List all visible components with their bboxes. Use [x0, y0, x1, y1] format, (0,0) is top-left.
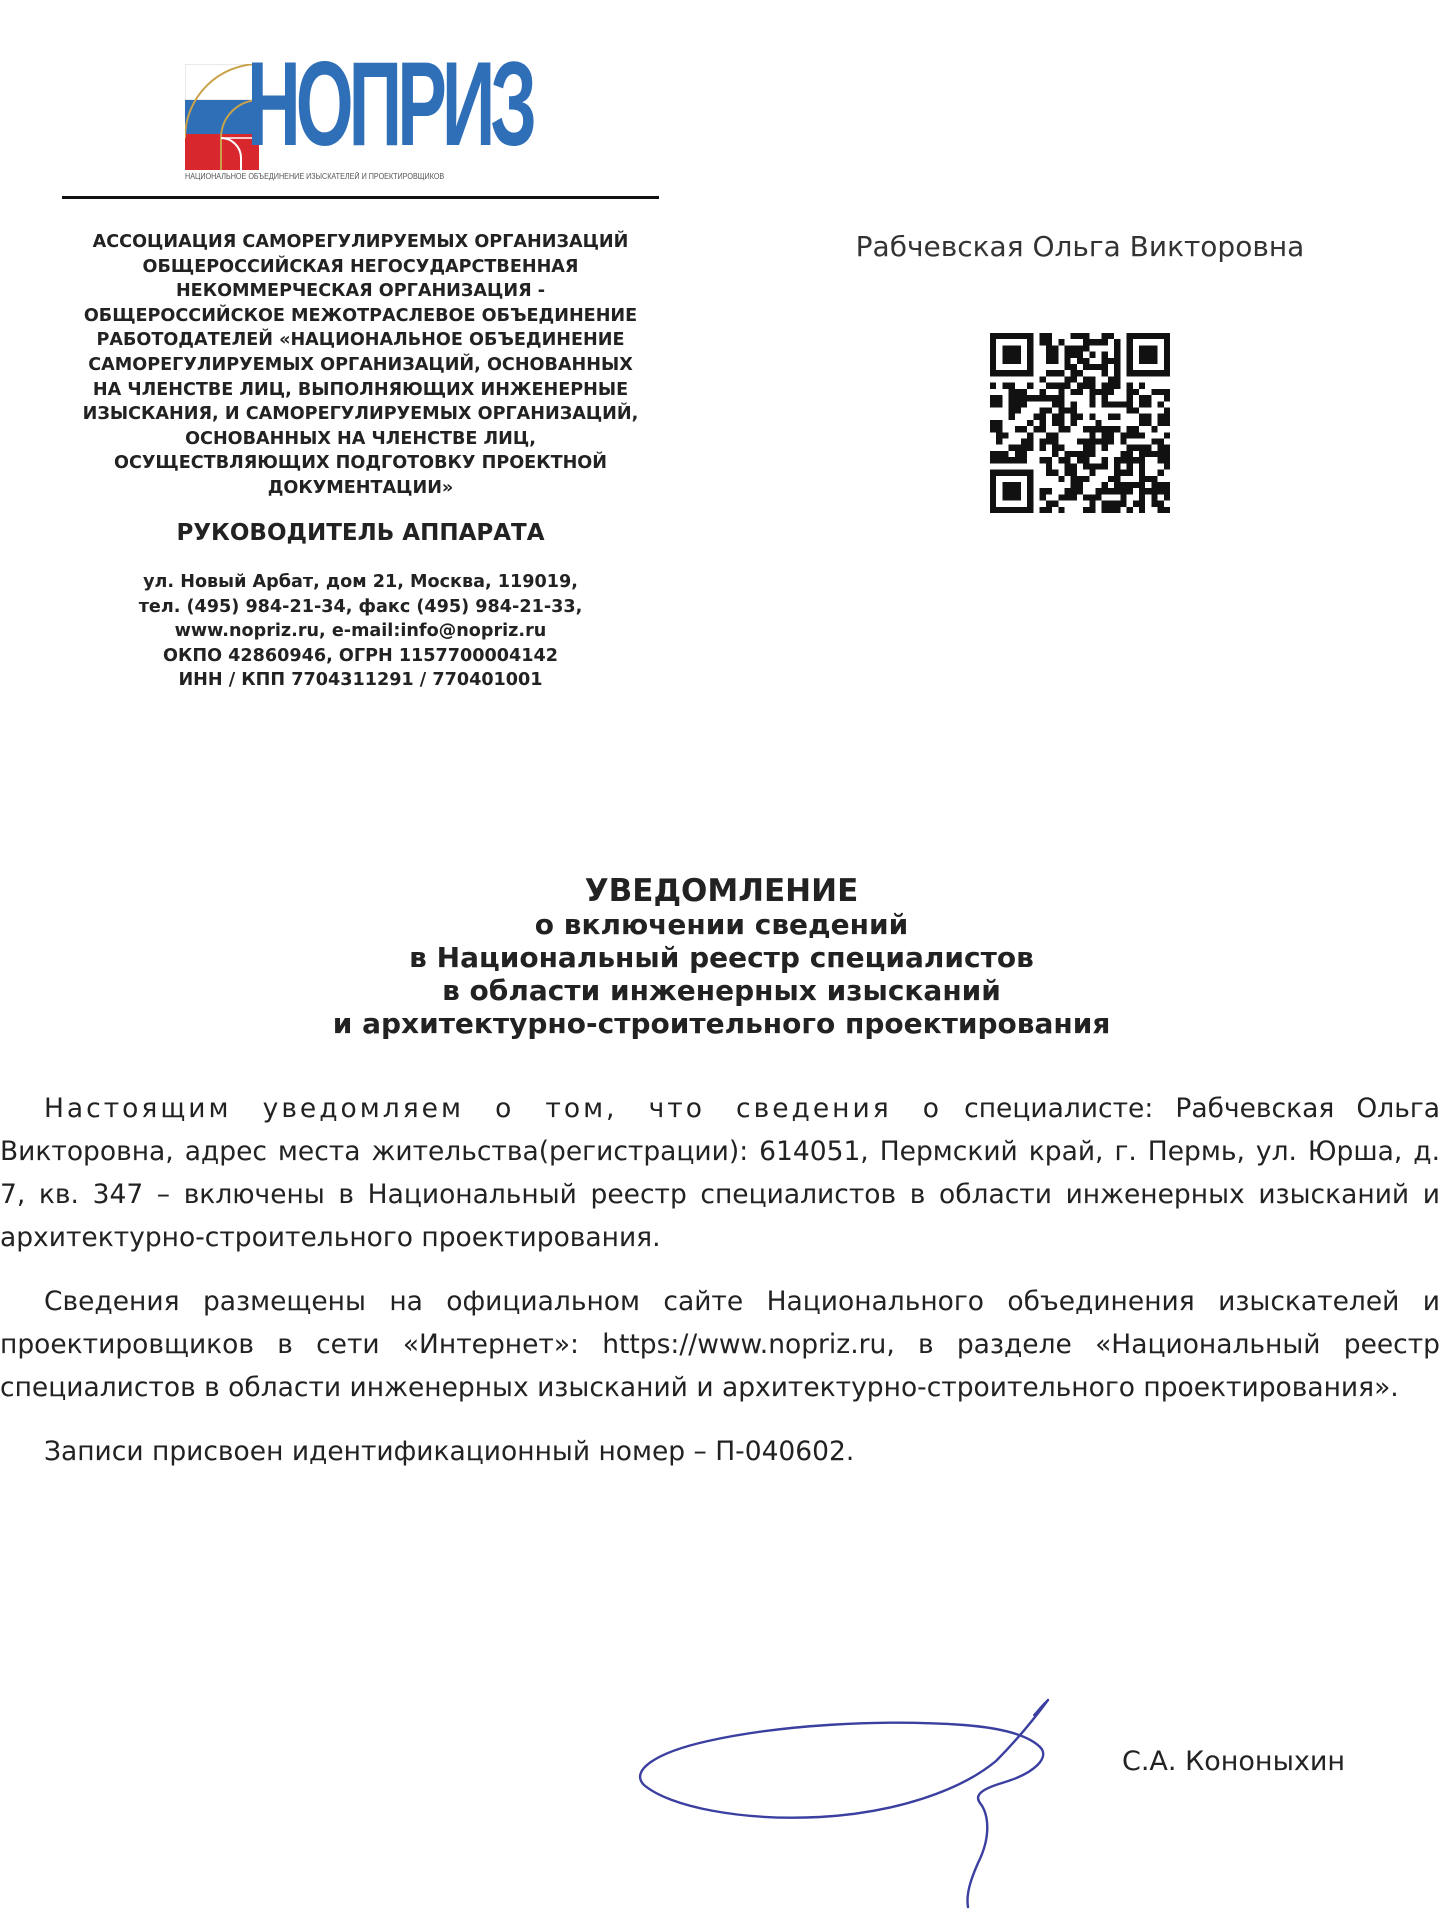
- notice-title: [0, 875, 1443, 1040]
- title-line-heading: УВЕДОМЛЕНИЕ: [584, 873, 859, 909]
- org-name-line: САМОРЕГУЛИРУЕМЫХ ОРГАНИЗАЦИЙ, ОСНОВАННЫХ: [88, 354, 633, 375]
- org-name-line: ОБЩЕРОССИЙСКАЯ НЕГОСУДАРСТВЕННАЯ: [142, 256, 579, 277]
- paragraph-notification: [0, 1087, 1440, 1259]
- paragraph-rest: специалисте: Рабчевская Ольга Викторовна, адрес места жительства(регистрации): 614051, Пермский край, г. Пермь, ул. Юрша, д. 7, кв. 347 – включены в Национальный реестр специалистов в области инженерных изысканий и архитектурно-строительного проектирования.: [0, 1093, 1440, 1253]
- header-divider: [62, 196, 659, 199]
- title-line: в Национальный реестр специалистов: [409, 941, 1034, 974]
- handwritten-signature: [630, 1695, 1070, 1910]
- org-name-line: НЕКОММЕРЧЕСКАЯ ОРГАНИЗАЦИЯ -: [175, 281, 546, 302]
- title-line: и архитектурно-строительного проектирования: [332, 1007, 1111, 1040]
- org-name-line: ОСНОВАННЫХ НА ЧЛЕНСТВЕ ЛИЦ,: [185, 428, 536, 449]
- paragraph-id-number: Записи присвоен идентификационный номер – П-040602.: [44, 1436, 855, 1467]
- organization-name: [62, 230, 659, 501]
- inn-kpp-line: ИНН / КПП 7704311291 / 770401001: [178, 670, 543, 691]
- web-email-line: www.nopriz.ru, e-mail:info@nopriz.ru: [174, 621, 547, 642]
- signer-name: С.А. Кононыхин: [1122, 1746, 1346, 1777]
- paragraph-lead: Настоящим уведомляем о том, что сведения о: [44, 1093, 943, 1124]
- org-name-line: АССОЦИАЦИЯ САМОРЕГУЛИРУЕМЫХ ОРГАНИЗАЦИЙ: [92, 232, 629, 252]
- okpo-ogrn-line: ОКПО 42860946, ОГРН 1157700004142: [163, 645, 558, 666]
- paragraph-publication: Сведения размещены на официальном сайте Национального объединения изыскателей и проектировщиков в сети «Интернет»: https://www.nopriz.ru, в разделе «Национальный реестр специалистов в области инженерных изысканий и архитектурно-строительного проектирования».: [0, 1286, 1440, 1403]
- org-name-line: ОБЩЕРОССИЙСКОЕ МЕЖОТРАСЛЕВОЕ ОБЪЕДИНЕНИЕ: [83, 305, 638, 326]
- qr-code-icon: [990, 333, 1170, 513]
- logo-tagline: НАЦИОНАЛЬНОЕ ОБЪЕДИНЕНИЕ ИЗЫСКАТЕЛЕЙ И ПРОЕКТИРОВЩИКОВ: [185, 172, 445, 181]
- organization-contacts: [62, 570, 659, 693]
- org-name-line: ОСУЩЕСТВЛЯЮЩИХ ПОДГОТОВКУ ПРОЕКТНОЙ: [114, 453, 607, 474]
- address-line: ул. Новый Арбат, дом 21, Москва, 119019,: [143, 572, 578, 592]
- org-name-line: ИЗЫСКАНИЯ, И САМОРЕГУЛИРУЕМЫХ ОРГАНИЗАЦИЙ,: [82, 404, 639, 425]
- recipient-name: Рабчевская Ольга Викторовна: [855, 230, 1305, 263]
- org-name-line: НА ЧЛЕНСТВЕ ЛИЦ, ВЫПОЛНЯЮЩИХ ИНЖЕНЕРНЫЕ: [92, 379, 629, 400]
- phone-line: тел. (495) 984-21-34, факс (495) 984-21-33,: [138, 596, 583, 617]
- org-name-line: РАБОТОДАТЕЛЕЙ «НАЦИОНАЛЬНОЕ ОБЪЕДИНЕНИЕ: [96, 330, 625, 351]
- position-title: РУКОВОДИТЕЛЬ АППАРАТА: [176, 520, 545, 546]
- title-line: в области инженерных изысканий: [442, 974, 1001, 1007]
- title-line: о включении сведений: [534, 908, 909, 941]
- org-name-line: ДОКУМЕНТАЦИИ»: [267, 477, 454, 498]
- notice-body: [0, 1087, 1440, 1494]
- logo-wordmark: НОПРИЗ: [247, 37, 533, 171]
- nopriz-logo: [185, 37, 535, 183]
